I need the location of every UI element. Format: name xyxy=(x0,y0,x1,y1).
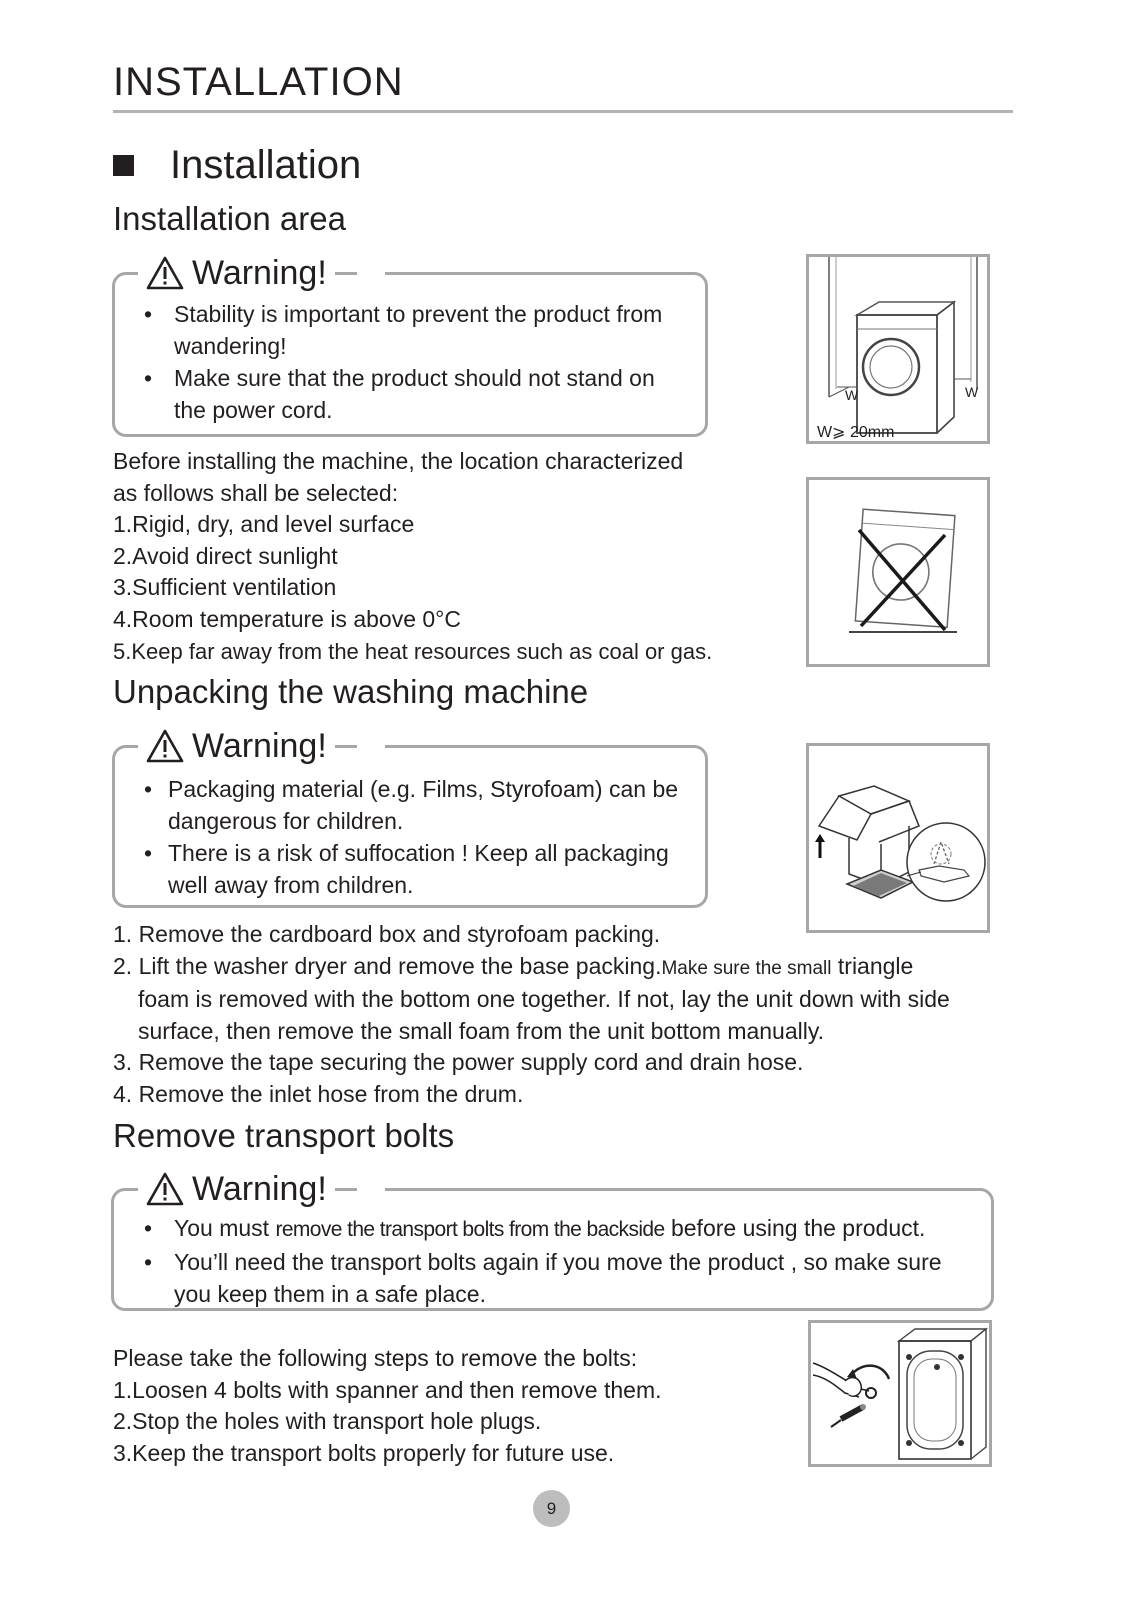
washer-clearance-illustration xyxy=(809,257,987,441)
transport-bolts-title: Remove transport bolts xyxy=(113,1117,455,1154)
installation-area-warning-heading xyxy=(138,252,335,294)
list-item xyxy=(142,362,712,426)
list-item: 4.Room temperature is above 0°C xyxy=(113,605,461,632)
warning-text-condensed: remove the transport bolts from the backside xyxy=(275,1218,665,1241)
warning-text: dangerous for children. xyxy=(168,808,404,834)
warning-text: the power cord. xyxy=(174,397,333,423)
list-item xyxy=(142,1212,992,1246)
list-item: 1.Rigid, dry, and level surface xyxy=(113,511,415,538)
step-text: triangle xyxy=(831,952,914,979)
bullet-icon: • xyxy=(144,365,153,391)
warning-text: You must xyxy=(174,1215,276,1241)
step-continuation: foam is removed with the bottom one together. If not, lay the unit down with side xyxy=(138,986,950,1013)
clearance-label-left: W xyxy=(845,387,859,403)
transport-bolts-warning-heading xyxy=(138,1168,335,1210)
step-item: 1. Remove the cardboard box and styrofoam packing. xyxy=(113,921,661,947)
bullet-icon: • xyxy=(144,1215,153,1241)
warning-heading-gap xyxy=(357,739,385,749)
bullet-icon: • xyxy=(144,1249,153,1275)
paragraph-line: Please take the following steps to remove the bolts: xyxy=(113,1345,638,1371)
warning-text: You’ll need the transport bolts again if you move the product , so make sure xyxy=(174,1249,942,1275)
list-item xyxy=(142,773,712,837)
step-item: 2.Stop the holes with transport hole plugs. xyxy=(113,1408,542,1435)
warning-text: before using the product. xyxy=(664,1215,926,1241)
list-item: 3.Sufficient ventilation xyxy=(113,574,337,601)
warning-label: Warning! xyxy=(192,254,327,292)
list-item: 5.Keep far away from the heat resources such as coal or gas. xyxy=(113,638,713,664)
installation-area-title: Installation area xyxy=(113,200,346,237)
step-text-small: Make sure the small xyxy=(661,957,832,979)
paragraph-line: Before installing the machine, the location characterized xyxy=(113,448,684,474)
warning-triangle-icon xyxy=(146,1172,184,1206)
section-square-icon xyxy=(113,155,134,176)
unpacking-title: Unpacking the washing machine xyxy=(113,673,589,710)
transport-bolts-figure xyxy=(808,1320,992,1467)
unpacking-figure xyxy=(806,743,990,933)
tilted-washer-crossed-icon xyxy=(809,480,987,664)
step-item: 3.Keep the transport bolts properly for future use. xyxy=(113,1439,615,1466)
bullet-icon: • xyxy=(144,776,153,802)
step-item xyxy=(113,951,950,985)
step-continuation: surface, then remove the small foam from the unit bottom manually. xyxy=(138,1017,825,1044)
transport-bolts-warning-list xyxy=(142,1212,992,1310)
list-item xyxy=(142,837,712,901)
step-item: 1.Loosen 4 bolts with spanner and then remove them. xyxy=(113,1376,662,1403)
clearance-caption: W⩾ 20mm xyxy=(817,424,895,441)
step-item: 3. Remove the tape securing the power supply cord and drain hose. xyxy=(113,1049,804,1076)
washer-clearance-figure xyxy=(806,254,990,444)
warning-label: Warning! xyxy=(192,727,327,765)
section-title: Installation xyxy=(170,143,362,187)
unpacking-warning-list xyxy=(142,773,712,901)
warning-label: Warning! xyxy=(192,1170,327,1208)
warning-text: Stability is important to prevent the product from xyxy=(174,301,663,327)
warning-text: wandering! xyxy=(174,333,287,359)
bullet-icon: • xyxy=(144,301,153,327)
step-item: 4. Remove the inlet hose from the drum. xyxy=(113,1080,524,1107)
paragraph-line: as follows shall be selected: xyxy=(113,479,399,506)
list-item: 2.Avoid direct sunlight xyxy=(113,542,338,569)
warning-heading-gap xyxy=(357,266,385,276)
list-item xyxy=(142,298,712,362)
step-text: 2. Lift the washer dryer and remove the base packing. xyxy=(113,952,662,979)
warning-text: Packaging material (e.g. Films, Styrofoam) can be xyxy=(168,776,679,802)
warning-triangle-icon xyxy=(146,256,184,290)
list-item xyxy=(142,1246,992,1310)
page-number-badge: 9 xyxy=(533,1490,570,1527)
unpacking-steps xyxy=(113,919,950,1111)
transport-bolts-illustration xyxy=(811,1323,989,1464)
installation-area-warning-list xyxy=(142,298,712,426)
unpacking-warning-heading xyxy=(138,725,335,767)
warning-text: you keep them in a safe place. xyxy=(174,1281,486,1307)
clearance-label-right: W xyxy=(965,384,979,400)
bullet-icon: • xyxy=(144,840,153,866)
transport-bolts-steps xyxy=(113,1343,662,1469)
tilted-washer-figure xyxy=(806,477,990,667)
warning-heading-gap xyxy=(357,1182,385,1192)
header-divider xyxy=(113,110,1013,113)
installation-area-text xyxy=(113,446,712,667)
warning-triangle-icon xyxy=(146,729,184,763)
warning-text: Make sure that the product should not stand on xyxy=(174,365,655,391)
page-header-title: INSTALLATION xyxy=(113,60,404,104)
warning-text: well away from children. xyxy=(168,872,414,898)
unpacking-box-illustration xyxy=(809,746,987,930)
warning-text: There is a risk of suffocation ! Keep all packaging xyxy=(168,840,669,866)
